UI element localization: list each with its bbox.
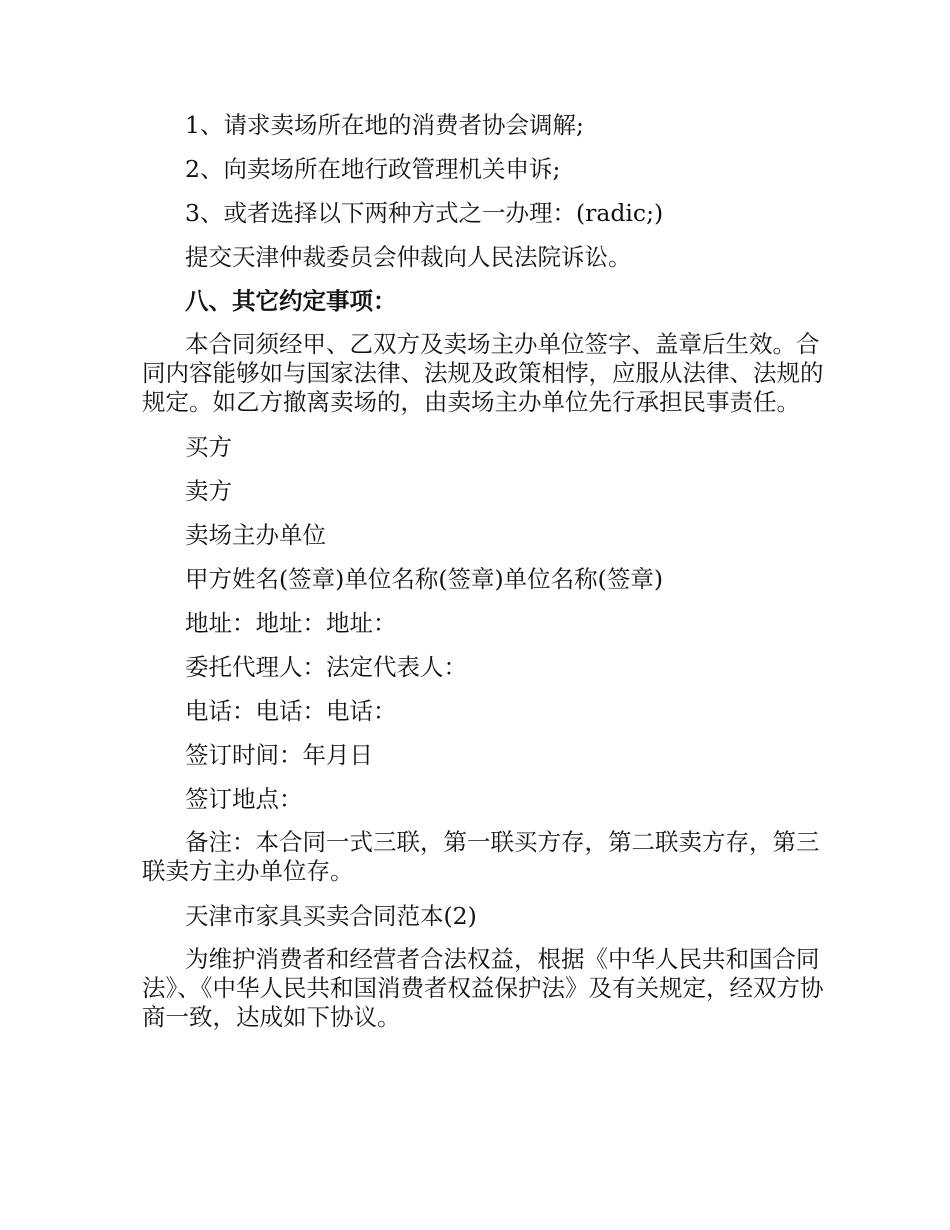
document-title-2: 天津市家具买卖合同范本(2) [185, 902, 477, 930]
paragraph-arbitration: 提交天津仲裁委员会仲裁向人民法院诉讼。 [185, 243, 632, 271]
document-body [142, 110, 832, 1047]
signature-names-line: 甲方姓名(签章)单位名称(签章)单位名称(签章) [185, 565, 664, 593]
phone-line: 电话：电话：电话： [185, 697, 397, 725]
list-item-complaint: 2、向卖场所在地行政管理机关申诉; [185, 155, 561, 183]
label-host-unit: 卖场主办单位 [185, 521, 326, 549]
section-heading-other-terms: 八、其它约定事项： [185, 287, 397, 315]
label-buyer: 买方 [185, 433, 232, 461]
sign-place-line: 签订地点： [185, 785, 303, 813]
intro-paragraph-2: 为维护消费者和经营者合法权益，根据《中华人民共和国合同法》、《中华人民共和国消费者权益保护法》及有关规定，经双方协商一致，达成如下协议。 [142, 945, 824, 1031]
paragraph-other-terms: 本合同须经甲、乙双方及卖场主办单位签字、盖章后生效。合同内容能够如与国家法律、法规及政策相悖，应服从法律、法规的规定。如乙方撤离卖场的，由卖场主办单位先行承担民事责任。 [142, 330, 824, 416]
label-seller: 卖方 [185, 477, 232, 505]
sign-date-line: 签订时间：年月日 [185, 741, 373, 769]
list-item-choice: 3、或者选择以下两种方式之一办理：(radic;) [185, 199, 664, 227]
remark-paragraph: 备注：本合同一式三联，第一联买方存，第二联卖方存，第三联卖方主办单位存。 [142, 828, 820, 885]
list-item-mediation: 1、请求卖场所在地的消费者协会调解; [185, 111, 584, 139]
agent-line: 委托代理人：法定代表人： [185, 653, 467, 681]
address-line: 地址：地址：地址： [185, 609, 397, 637]
